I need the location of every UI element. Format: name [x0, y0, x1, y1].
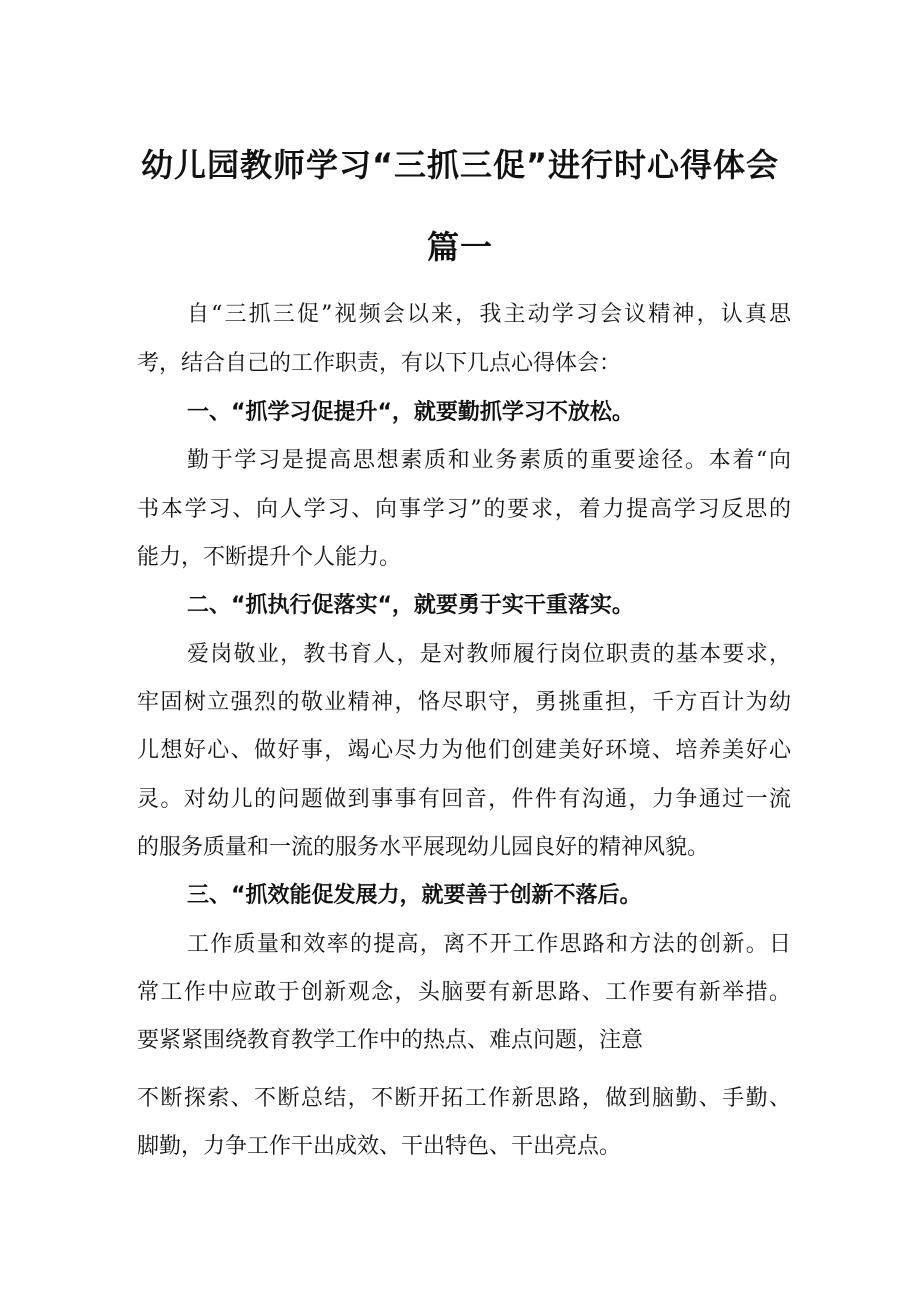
paragraph-line: 脚勤，力争工作干出成效、干出特色、干出亮点。 — [137, 1134, 622, 1159]
paragraph-line: 牢固树立强烈的敬业精神，恪尽职守，勇挑重担，千方百计为幼 — [137, 690, 791, 715]
document-title: 幼儿园教师学习“三抓三促”进行时心得体会 — [140, 146, 780, 184]
paragraph-line: 自“三抓三促”视频会以来，我主动学习会议精神，认真思 — [187, 302, 791, 327]
paragraph-line: 能力，不断提升个人能力。 — [137, 545, 402, 570]
paragraph-line: 灵。对幼儿的问题做到事事有回音，件件有沟通，力争通过一流 — [137, 787, 791, 812]
section-heading-2: 二、“抓执行促落实“，就要勇于实干重落实。 — [187, 593, 634, 618]
paragraph-line: 考，结合自己的工作职责，有以下几点心得体会： — [137, 351, 622, 376]
section-heading-3: 三、“抓效能促发展力，就要善于创新不落后。 — [187, 883, 642, 908]
paragraph-line: 要紧紧围绕教育教学工作中的热点、难点问题，注意 — [137, 1028, 644, 1053]
paragraph-line: 工作质量和效率的提高，离不开工作思路和方法的创新。日 — [187, 932, 791, 957]
section-heading-1: 一、“抓学习促提升“，就要勤抓学习不放松。 — [187, 400, 634, 425]
paragraph-line: 爱岗敬业，教书育人，是对教师履行岗位职责的基本要求， — [187, 642, 791, 667]
paragraph-line: 勤于学习是提高思想素质和业务素质的重要途径。本着“向 — [187, 448, 791, 473]
paragraph-line: 常工作中应敢于创新观念，头脑要有新思路、工作要有新举措。 — [137, 980, 791, 1005]
paragraph-line: 儿想好心、做好事，竭心尽力为他们创建美好环境、培养美好心 — [137, 738, 791, 763]
paragraph-line: 书本学习、向人学习、向事学习”的要求，着力提高学习反思的 — [137, 497, 791, 522]
paragraph-line: 不断探索、不断总结，不断开拓工作新思路，做到脑勤、手勤、 — [137, 1086, 791, 1111]
paragraph-line: 的服务质量和一流的服务水平展现幼儿园良好的精神风貌。 — [137, 835, 710, 860]
section-label: 篇一 — [426, 228, 493, 266]
